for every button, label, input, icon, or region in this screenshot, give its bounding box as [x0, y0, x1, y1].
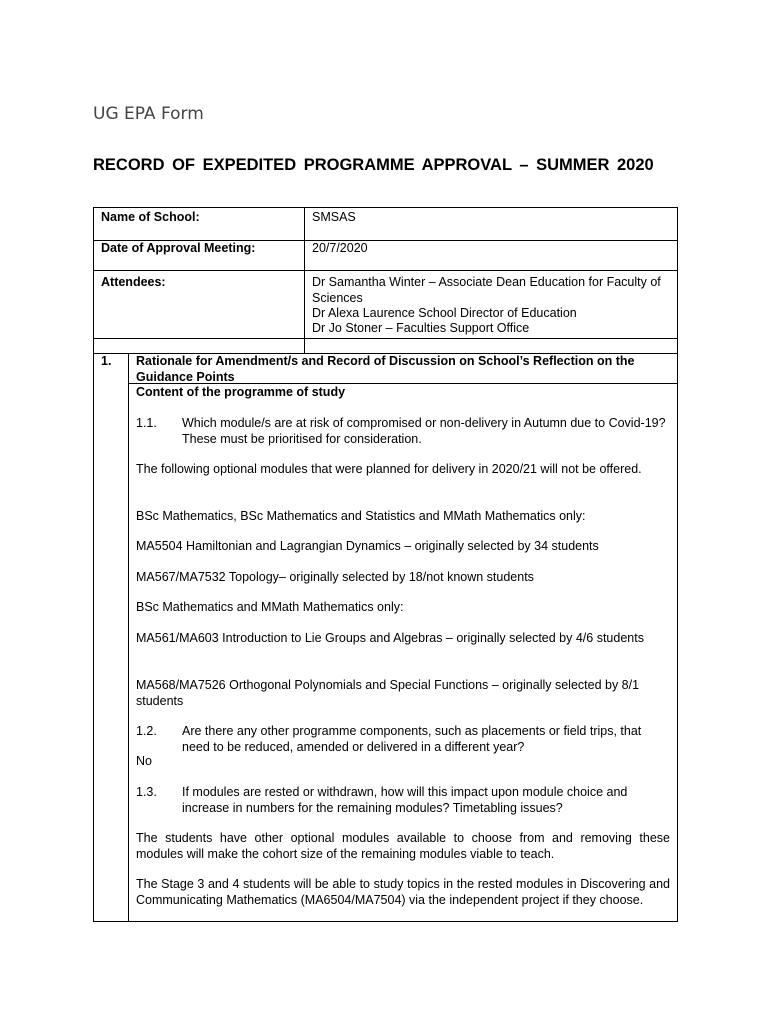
question-text: If modules are rested or withdrawn, how will this impact upon module choice and increase in numbers for the remaining modules? Timetabling issues? — [182, 785, 628, 815]
date-value: 20/7/2020 — [312, 241, 368, 255]
answer-paragraph: The students have other optional modules available to choose from and removing these modules will make the cohort size of the remaining modules viable to teach. — [136, 831, 670, 861]
document-title: RECORD OF EXPEDITED PROGRAMME APPROVAL – SUMMER 2020 — [93, 156, 654, 174]
info-table-column-divider — [304, 207, 305, 354]
question-number: 1.1. — [136, 416, 157, 430]
section-subheading: Content of the programme of study — [136, 385, 346, 399]
module-entry: MA5504 Hamiltonian and Lagrangian Dynamics – originally selected by 34 students — [136, 539, 599, 553]
answer-paragraph: The following optional modules that were planned for delivery in 2020/21 will not be offered. — [136, 462, 642, 476]
answer-paragraph: The Stage 3 and 4 students will be able to study topics in the rested modules in Discovering and Communicating Mathematics (MA6504/MA7504) via the independent project if they choose. — [136, 877, 670, 907]
section-heading: Rationale for Amendment/s and Record of Discussion on School’s Reflection on the Guidance Points — [136, 354, 635, 384]
row-divider — [93, 270, 678, 271]
module-entry: MA567/MA7532 Topology– originally selected by 18/not known students — [136, 570, 534, 584]
section-number-column-divider — [128, 353, 129, 922]
question-number: 1.3. — [136, 785, 157, 799]
module-entry: MA568/MA7526 Orthogonal Polynomials and Special Functions – originally selected by 8/1 students — [136, 678, 640, 708]
attendee-item: Dr Jo Stoner – Faculties Support Office — [312, 321, 530, 335]
section-number: 1. — [101, 354, 112, 368]
attendees-label: Attendees: — [101, 275, 166, 289]
question-text: Which module/s are at risk of compromised or non-delivery in Autumn due to Covid-19? These must be prioritised for consideration. — [182, 416, 666, 446]
module-entry: MA561/MA603 Introduction to Lie Groups and Algebras – originally selected by 4/6 students — [136, 631, 644, 645]
attendee-item: Dr Alexa Laurence School Director of Education — [312, 306, 577, 320]
answer-paragraph: No — [136, 754, 152, 768]
school-label: Name of School: — [101, 210, 200, 224]
answer-paragraph: BSc Mathematics, BSc Mathematics and Statistics and MMath Mathematics only: — [136, 509, 586, 523]
answer-paragraph: BSc Mathematics and MMath Mathematics only: — [136, 600, 404, 614]
form-header-label: UG EPA Form — [93, 104, 204, 124]
question-text: Are there any other programme components, such as placements or field trips, that need to be reduced, amended or delivered in a different year? — [182, 724, 642, 754]
row-divider — [93, 338, 678, 339]
school-value: SMSAS — [312, 210, 356, 224]
date-label: Date of Approval Meeting: — [101, 241, 256, 255]
question-number: 1.2. — [136, 724, 157, 738]
attendee-item: Dr Samantha Winter – Associate Dean Education for Faculty of Sciences — [312, 275, 661, 305]
